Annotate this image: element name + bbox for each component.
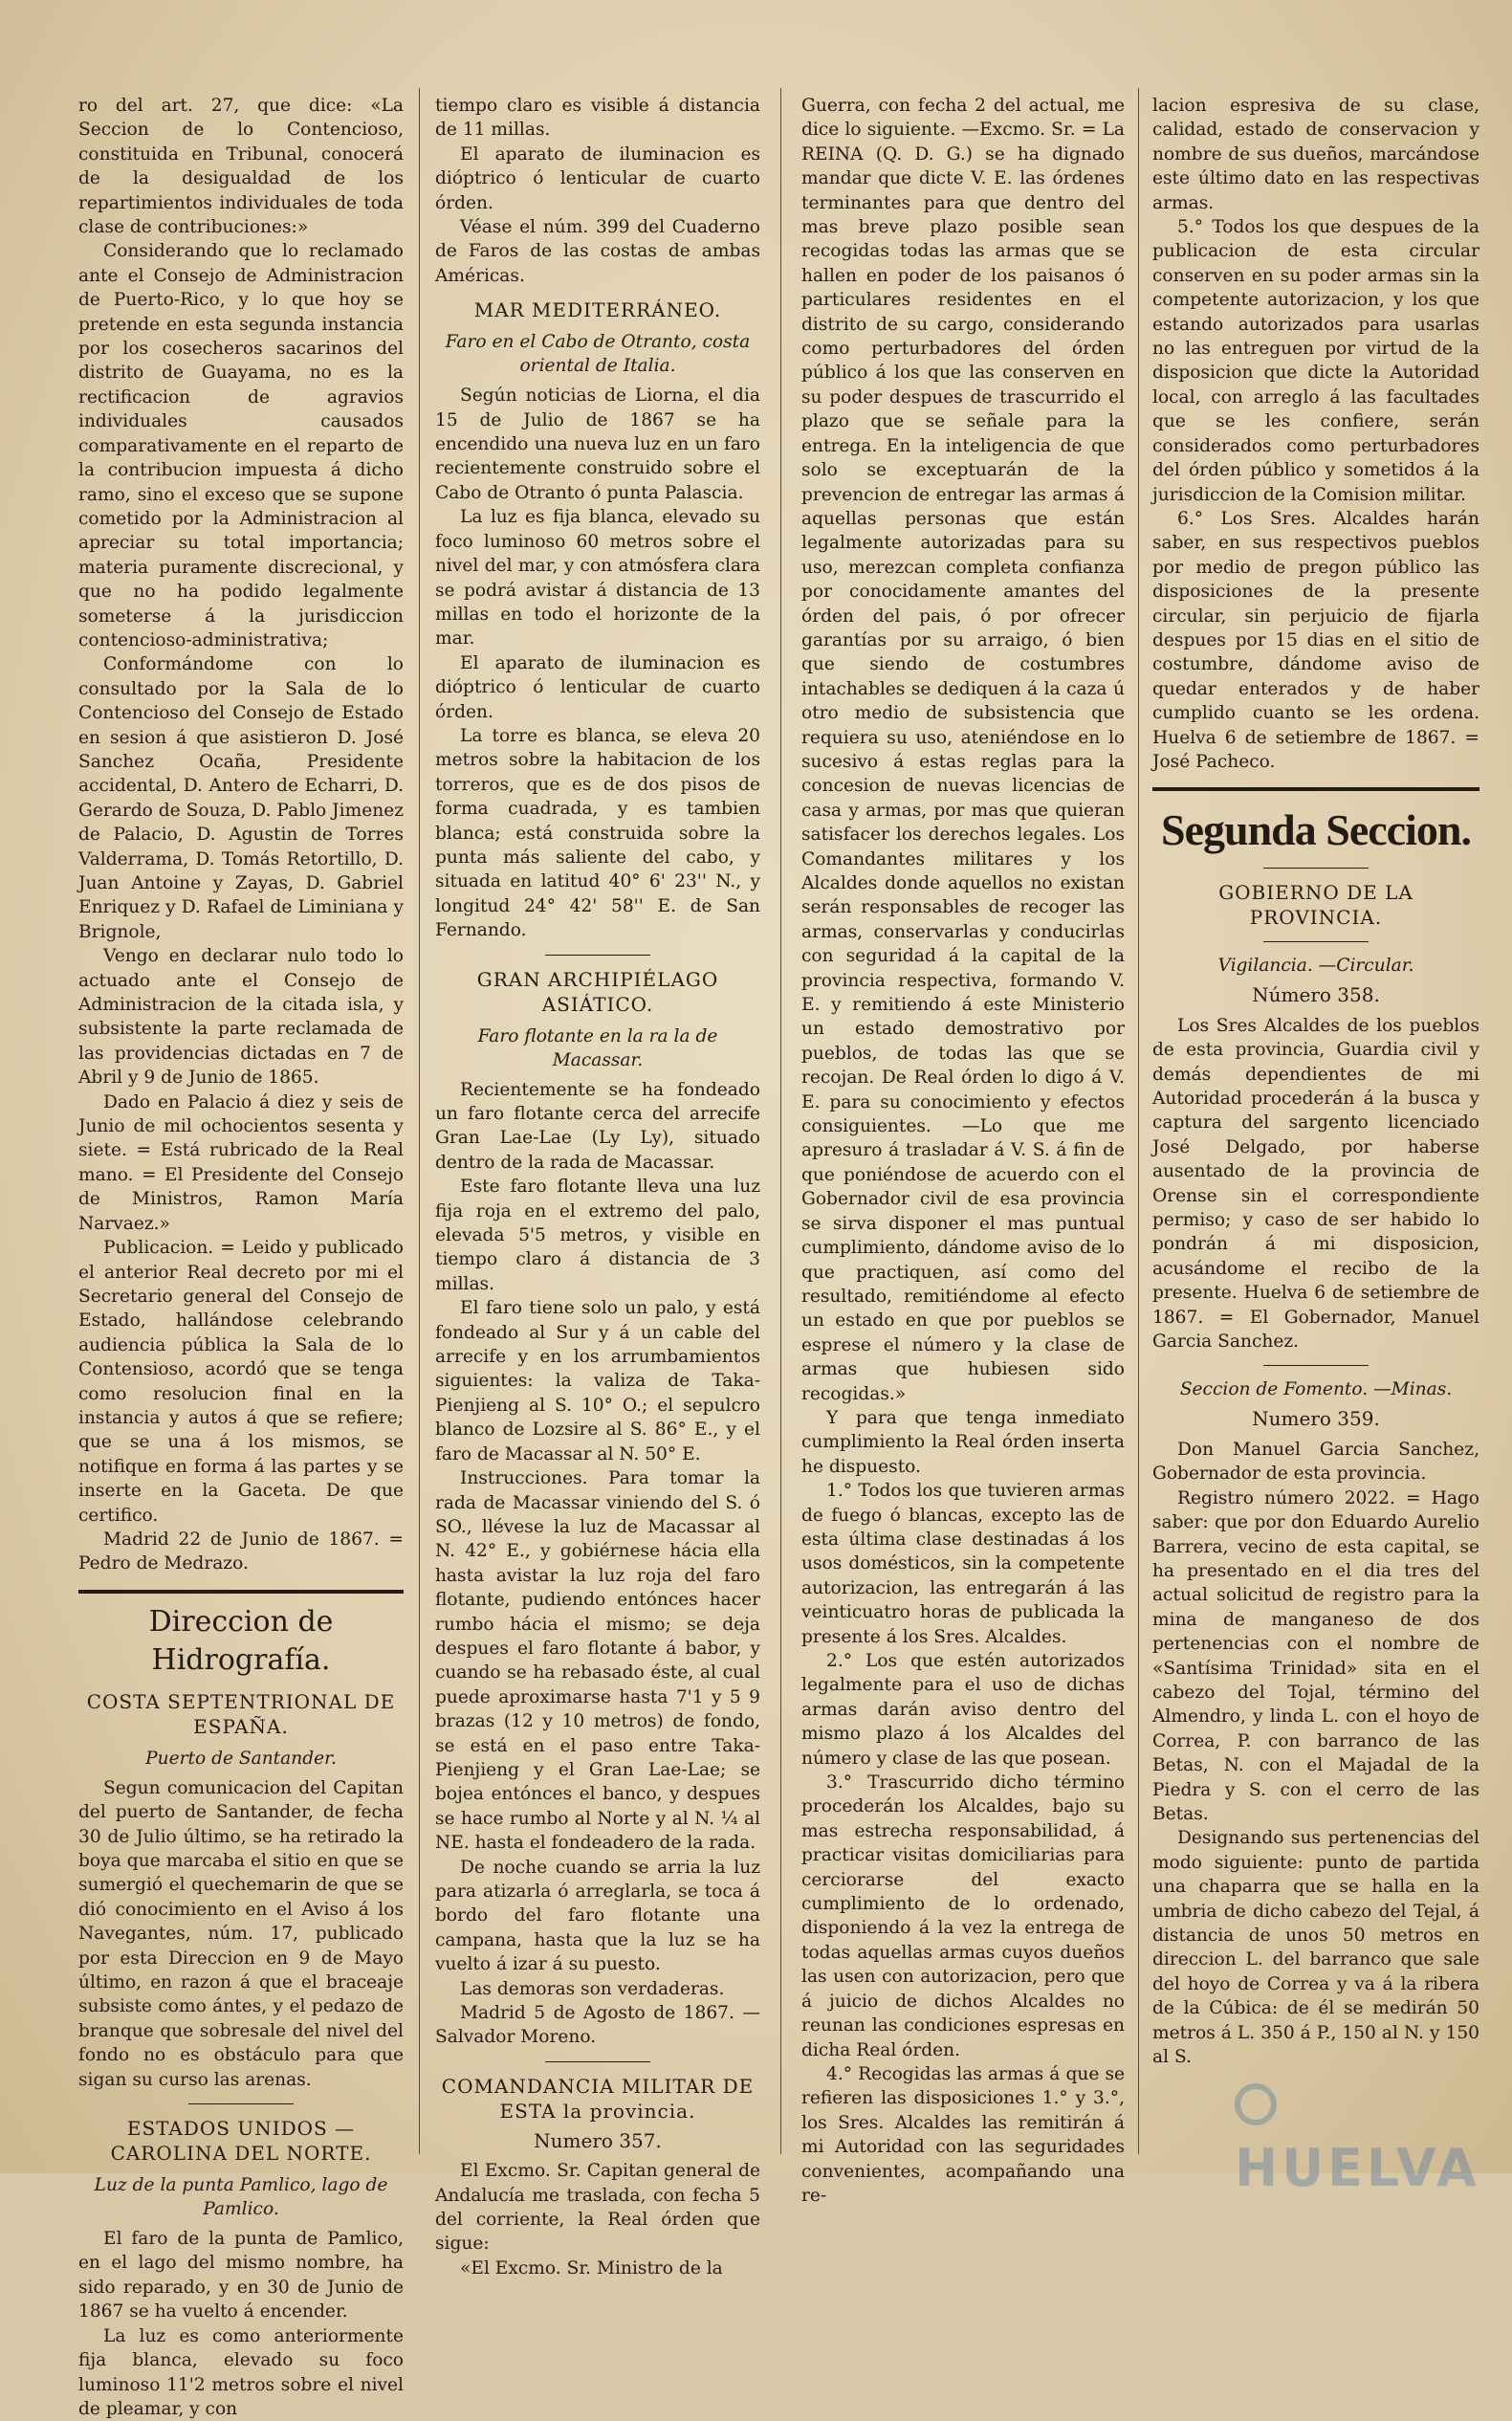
column-2 — [435, 94, 760, 2280]
paragraph: El faro tiene solo un palo, y está fondeado al Sur y á un cable del arrecife y en los arrumbamientos siguientes: la valiza de Taka-Pienjieng al S. 10° O.; el sepulcro blanco de Lozsire al S. 86° E., y el faro de Macassar al N. 50° E. — [435, 1298, 760, 1464]
paragraph: 3.° Trascurrido dicho término procederán los Alcaldes, bajo su mas estrecha responsabilidad, á practicar visitas domiciliarias para cerciorarse del exacto cumplimiento de lo ordenado, disponiendo á la vez la entrega de todas aquellas armas cuyos dueños las usen con autorizacion, pero que á juicio de dichos Alcaldes no reunan las condiciones espresas en dicha Real órden. — [801, 1772, 1125, 2060]
order-number: Número 358. — [1252, 983, 1380, 1007]
library-watermark — [1235, 2068, 1480, 2198]
divider — [1263, 1365, 1369, 1366]
column-rule — [780, 88, 781, 2154]
paragraph: De noche cuando se arria la luz para atizarla ó arreglarla, se toca á bordo del faro flotante una campana, hasta que la luz se ha vuelto á izar á su puesto. — [435, 1857, 760, 1975]
paragraph: Guerra, con fecha 2 del actual, me dice lo siguiente. —Excmo. Sr. = La REINA (Q. D. G.) se ha dignado mandar que dicte V. E. las órdenes terminantes para que dentro del mas breve plazo posible sean recogidas todas las armas que se hallen en poder de los paisanos ó particulares residentes en el distrito de su cargo, considerando como perturbadores del órden público á los que las conserven en su poder despues de trascurrido el plazo que se señale para la entrega. En la inteligencia de que solo se exceptuarán de la prevencion de entregar las armas á aquellas personas que están legalmente autorizadas para su uso, merezcan completa confianza por conocidamente amantes del órden del pais, ó por ofrecer garantías por su arraigo, ó bien que siendo de costumbres intachables se dediquen á la caza ú otro medio de subsistencia que requiera su uso, ateniéndose en lo sucesivo á estas reglas para la concesion de nuevas licencias de casa y armas, por mas que quieran satisfacer los derechos legales. Los Comandantes militares y los Alcaldes donde aquellos no existan serán responsables de recoger las armas, conservarlas y conducirlas con seguridad á la capital de la provincia respectiva, formando V. E. y remitiendo á este Ministerio un estado demostrativo por pueblos, de todas las que se recojan. De Real órden lo digo á V. E. para su conocimiento y efectos consiguientes. —Lo que me apresuro á trasladar á V. S. á fin de que poniéndose de acuerdo con el Gobernador civil de esa provincia se sirva disponer el mas puntual cumplimiento, dándome aviso de lo que practiquen, así como del resultado, remitiéndome al efecto un estado en que por pueblos se esprese el número y la clase de armas que hubiesen sido recogidas.» — [801, 96, 1125, 1404]
paragraph: Véase el núm. 399 del Cuaderno de Faros de las costas de ambas Américas. — [435, 217, 760, 286]
paragraph: Recientemente se ha fondeado un faro flotante cerca del arrecife Gran Lae-Lae (Ly Ly), situado dentro de la rada de Macassar. — [435, 1079, 760, 1173]
paragraph: Segun comunicacion del Capitan del puerto de Santander, de fecha 30 de Julio último, se ha retirado la boya que marcaba el sitio en que se sumergió el quechemarin de que se dió conocimiento en el Aviso á los Navegantes, núm. 17, publicado por esta Direccion en 9 de Mayo último, en razon á que el braceaje subsiste como ántes, y el pedazo de branque que sobresale del nivel del fondo no es obstáculo para que sigan su curso las arenas. — [78, 1777, 404, 2090]
paragraph: Considerando que lo reclamado ante el Consejo de Administracion de Puerto-Rico, y lo que hoy se pretende en esta segunda instancia por los cosecheros sacarinos del distrito de Guayama, no es la rectificacion de agravios individuales causados comparativamente en el reparto de la contribucion impuesta á dicho ramo, sino el exceso que se supone cometido por la Administracion al apreciar su total importancia; materia puramente discrecional, y que no ha podido legalmente someterse á la jurisdiccion contencioso-administrativa; — [78, 241, 404, 650]
paragraph: Instrucciones. Para tomar la rada de Macassar viniendo del S. ó SO., llévese la luz de Macassar al N. 42° E., y gobiérnese hácia ella hasta avistar la luz roja del faro flotante, pudiendo entónces hacer rumbo hácia el mismo; se deja despues el faro flotante á babor, y cuando se ha rebasado éste, al cual puede aproximarse hasta 7'1 y 5 9 brazas (12 y 10 metros) de fondo, se está en el paso entre Taka-Pienjieng y el Gran Lae-Lae; se bojea entónces el banco, y despues se hace rumbo al Norte y al N. ¼ al NE. hasta el fondeadero de la rada. — [435, 1468, 760, 1854]
section-heading: Direccion de Hidrografía. — [148, 1604, 334, 1677]
subsection-heading: COSTA SEPTENTRIONAL DE ESPAÑA. — [86, 1689, 396, 1738]
section-divider — [78, 1590, 404, 1594]
subsection-heading: COMANDANCIA MILITAR DE ESTA la provincia. — [441, 2074, 755, 2123]
paragraph: El aparato de iluminacion es dióptrico ó lenticular de cuarto órden. — [435, 652, 760, 722]
paragraph: tiempo claro es visible á distancia de 11 millas. — [435, 96, 760, 141]
paragraph: El aparato de iluminacion es dióptrico ó lenticular de cuarto órden. — [435, 143, 760, 213]
column-rule — [1138, 88, 1139, 2154]
paragraph: Las demoras son verdaderas. — [460, 1978, 725, 1999]
subheading: Vigilancia. —Circular. — [1217, 956, 1414, 977]
paragraph: Dado en Palacio á diez y seis de Junio de mil ochocientos sesenta y siete. = Está rubricado de la Real mano. = El Presidente del Consejo de Ministros, Ramon María Narvaez.» — [78, 1091, 404, 1234]
paragraph: 6.° Los Sres. Alcaldes harán saber, en sus respectivos pueblos por medio de pregon público las disposiciones de la presente circular, sin perjuicio de fijarla despues por 15 dias en el sitio de costumbre, dándome aviso de quedar enterados y de haber cumplido cuanto se les ordena. Huelva 6 de setiembre de 1867. = José Pacheco. — [1152, 508, 1479, 772]
divider — [545, 955, 650, 956]
watermark-text: HUELVA — [1235, 2138, 1480, 2198]
paragraph: 2.° Los que estén autorizados legalmente para el uso de dichas armas darán aviso dentro del mismo plazo á los Alcaldes del número y clase de las que posean. — [801, 1651, 1125, 1769]
paragraph: Designando sus pertenencias del modo siguiente: punto de partida una chaparra que se halla en la umbria de dicho cabezo del Tejal, á distancia de unos 50 metros en direccion L. del barranco que sale del hoyo de Correa y va á la ribera de la Cúbica: de él se medirán 50 metros á L. 350 á P., 150 al N. y 150 al S. — [1152, 1828, 1479, 2068]
paragraph: Este faro flotante lleva una luz fija roja en el extremo del palo, elevada 5'5 metros, y visible en tiempo claro á distancia de 3 millas. — [435, 1177, 760, 1294]
column-4 — [1152, 94, 1479, 2069]
column-rule — [419, 88, 420, 2154]
subsection-heading: GRAN ARCHIPIÉLAGO ASIÁTICO. — [476, 967, 719, 1016]
subsection-heading: MAR MEDITERRÁNEO. — [473, 298, 722, 322]
paragraph: 1.° Todos los que tuvieren armas de fuego ó blancas, excepto las de esta última clase destinadas á los usos domésticos, sin la competente autorizacion, las entregarán á las veinticuatro horas de publicada la presente á los Sres. Alcaldes. — [801, 1481, 1125, 1647]
paragraph: La torre es blanca, se eleva 20 metros sobre la habitacion de los torreros, que es de dos pisos de forma cuadrada, y es tambien blanca; está construida sobre la punta más saliente del cabo, y situada en latitud 40° 6' 23'' N., y longitud 24° 42' 58'' E. de San Fernando. — [435, 725, 760, 941]
divider — [1263, 941, 1369, 942]
paragraph: El Excmo. Sr. Capitan general de Andalucía me traslada, con fecha 5 del corriente, la Real órden que sigue: — [435, 2161, 760, 2255]
paragraph: Don Manuel Garcia Sanchez, Gobernador de esta provincia. — [1152, 1439, 1479, 1485]
subheading: Luz de la punta Pamlico, lago de Pamlico. — [94, 2175, 388, 2220]
paragraph: Registro número 2022. = Hago saber: que por don Eduardo Aurelio Barrera, vecino de esta capital, se ha presentado en el dia tres del actual solicitud de registro para la mina de manganeso de dos pertenencias con el nombre de «Santísima Trinidad» sita en el cabezo del Tojal, término del Almendro, y linda L. con el hoyo de Correa, P. con barranco de las Betas, N. con el Majadal de la Piedra y S. con el cerro de las Betas. — [1152, 1487, 1479, 1824]
divider — [188, 2103, 294, 2104]
divider — [1263, 868, 1369, 869]
paragraph: El faro de la punta de Pamlico, en el lago del mismo nombre, ha sido reparado, y en 30 de Junio de 1867 se ha vuelto á encender. — [78, 2229, 404, 2322]
paragraph: Los Sres Alcaldes de los pueblos de esta provincia, Guardia civil y demás dependientes de mi Autoridad procederán á la busca y captura del sargento licenciado José Delgado, por haberse ausentado de la provincia de Orense sin el correspondiente permiso; y caso de ser habido lo pondrán á mi disposicion, acusándome el recibo de la presente. Huelva 6 de setiembre de 1867. = El Gobernador, Manuel Garcia Sanchez. — [1152, 1015, 1479, 1353]
divider — [545, 2061, 650, 2062]
section-divider — [1152, 787, 1479, 791]
order-number: Numero 359. — [1252, 1407, 1380, 1431]
paragraph: Según noticias de Liorna, el dia 15 de Julio de 1867 se ha encendido una nueva luz en un faro recientemente construido sobre el Cabo de Otranto ó punta Palascia. — [435, 385, 760, 503]
watermark-logo-icon — [1235, 2083, 1277, 2125]
subsection-heading: ESTADOS UNIDOS —CAROLINA DEL NORTE. — [110, 2117, 372, 2166]
paragraph: La luz es fija blanca, elevado su foco luminoso 60 metros sobre el nivel del mar, y con atmósfera clara se podrá avistar á distancia de 13 millas en todo el horizonte de la mar. — [435, 507, 760, 649]
subheading: Seccion de Fomento. —Minas. — [1179, 1379, 1453, 1400]
subheading: Puerto de Santander. — [145, 1748, 337, 1769]
paragraph: La luz es como anteriormente fija blanca, elevado su foco luminoso 11'2 metros sobre el nivel de pleamar, y con — [78, 2325, 404, 2419]
section-heading: Segunda Seccion. — [1161, 805, 1471, 855]
subheading: Faro flotante en la ra la de Macassar. — [477, 1025, 718, 1070]
order-number: Numero 357. — [534, 2128, 662, 2152]
column-1 — [78, 94, 404, 2421]
paragraph: Madrid 5 de Agosto de 1867. —Salvador Moreno. — [435, 2003, 760, 2048]
subheading: Faro en el Cabo de Otranto, costa oriental de Italia. — [445, 332, 751, 377]
paragraph: lacion espresiva de su clase, calidad, estado de conservacion y nombre de sus dueños, marcándose este último dato en las respectivas armas. — [1152, 96, 1479, 213]
paragraph: Vengo en declarar nulo todo lo actuado ante el Consejo de Administracion de la citada isla, y subsistente la parte reclamada de las providencias dictadas en 7 de Abril y 9 de Junio de 1865. — [78, 946, 404, 1089]
subsection-heading: GOBIERNO DE LA PROVINCIA. — [1218, 881, 1413, 930]
paragraph: Publicacion. = Leido y publicado el anterior Real decreto por mi el Secretario general del Consejo de Estado, hallándose celebrando audiencia pública la Sala de lo Contensioso, acordó que se tenga como resolucion final en la instancia y autos á que se refiere; que se una á los mismos, se notifique en forma á las partes y se inserte en la Gaceta. De que certifico. — [78, 1238, 404, 1526]
paragraph: Conformándome con lo consultado por la Sala de lo Contencioso del Consejo de Estado en sesion á que asistieron D. José Sanchez Ocaña, Presidente accidental, D. Antero de Echarri, D. Gerardo de Souza, D. Pablo Jimenez de Palacio, D. Agustin de Torres Valderrama, D. Tomás Retortillo, D. Juan Antoine y Zayas, D. Gabriel Enriquez y D. Rafael de Liminiana y Brignole, — [78, 654, 404, 942]
paragraph: Y para que tenga inmediato cumplimiento la Real órden inserta he dispuesto. — [801, 1407, 1125, 1477]
column-3 — [801, 94, 1125, 2208]
paragraph: «El Excmo. Sr. Ministro de la — [460, 2257, 723, 2278]
paragraph: 5.° Todos los que despues de la publicacion de esta circular conserven en su poder armas sin la competente autorizacion, y los que estando autorizados para usarlas no las entreguen por virtud de la disposicion que dicte la Autoridad local, con arreglo á las facultades que se les confiere, serán considerados como perturbadores del órden público y sometidos á la jurisdiccion de la Comision militar. — [1152, 217, 1479, 505]
paragraph: ro del art. 27, que dice: «La Seccion de lo Contencioso, constituida en Tribunal, conocerá de la desigualdad de los repartimientos individuales de toda clase de contribuciones:» — [78, 96, 404, 238]
paragraph: Madrid 22 de Junio de 1867. = Pedro de Medrazo. — [78, 1529, 404, 1574]
paragraph: 4.° Recogidas las armas á que se refieren las disposiciones 1.° y 3.°, los Sres. Alcaldes las remitirán á mi Autoridad con las seguridades convenientes, acompañando una re- — [801, 2063, 1125, 2206]
